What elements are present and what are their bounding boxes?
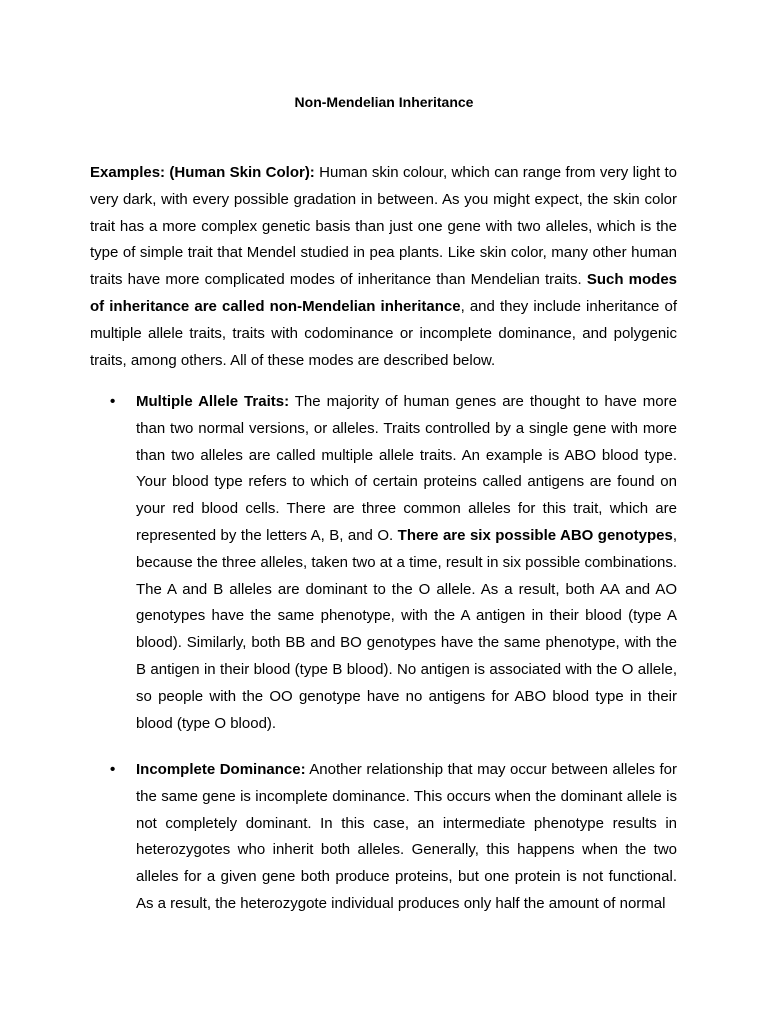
- bullet-text-2: , because the three alleles, taken two at a time, result in six possible combinations. The A and B alleles are dominant to the O allele. As a result, both AA and AO genotypes have the same phenotype, with the A antigen in their blood (type A blood). Similarly, both BB and BO genotypes have the same phenotype, with the B antigen in their blood (type B blood). No antigen is associated with the O allele, so people with the OO genotype have no antigens for ABO blood type in their blood (type O blood).: [136, 526, 677, 732]
- bullet-text-1: Another relationship that may occur between alleles for the same gene is incomplete dominance. This occurs when the dominant allele is not completely dominant. In this case, an intermediate phenotype results in heterozygotes who inherit both alleles. Generally, this happens when the two alleles for a given gene both produce proteins, but one protein is not functional. As a result, the heterozygote individual produces only half the amount of normal: [136, 761, 677, 912]
- intro-paragraph: [90, 160, 677, 374]
- bullet-icon: •: [110, 761, 116, 778]
- page-title: Non-Mendelian Inheritance: [294, 94, 474, 110]
- bullet-emphasis: There are six possible ABO genotypes: [397, 526, 673, 544]
- intro-emphasis: Such modes of inheritance are called non-Mendelian inheritance: [90, 271, 678, 315]
- intro-text-2: , and they include inheritance of multiple allele traits, traits with codominance or incomplete dominance, and polygenic traits, among others. All of these modes are described below.: [90, 297, 678, 369]
- bullet-icon: •: [110, 393, 116, 410]
- intro-text-1: Human skin colour, which can range from very light to very dark, with every possible gradation in between. As you might expect, the skin color trait has a more complex genetic basis than just one gene with two alleles, which is the type of simple trait that Mendel studied in pea plants. Like skin color, many other human traits have more complicated modes of inheritance than Mendelian traits.: [90, 164, 677, 289]
- bullet-heading: Multiple Allele Traits:: [136, 393, 290, 410]
- bullet-heading: Incomplete Dominance:: [136, 761, 306, 778]
- bullet-multiple-allele-traits: [136, 389, 677, 737]
- intro-lead: Examples: (Human Skin Color):: [90, 164, 315, 181]
- bullet-incomplete-dominance: [136, 757, 677, 918]
- bullet-text-1: The majority of human genes are thought to have more than two normal versions, or alleles. Traits controlled by a single gene with more than two alleles are called multiple allele traits. An example is ABO blood type. Your blood type refers to which of certain proteins called antigens are found on your red blood cells. There are three common alleles for this trait, which are represented by the letters A, B, and O.: [136, 393, 677, 544]
